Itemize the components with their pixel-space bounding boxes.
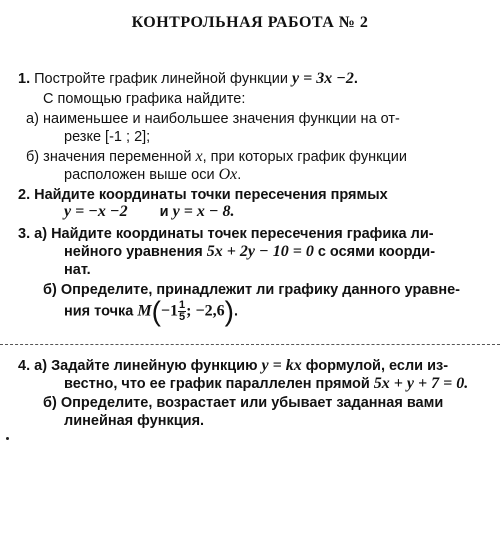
task2-line1 [18, 186, 388, 204]
task1-text: Постройте график линейной функции [34, 71, 288, 87]
task3-frac-den: 5 [179, 311, 186, 323]
task3-a-eq: 5x + 2y − 10 = 0 [206, 243, 314, 260]
task4-a-label: а) [34, 358, 48, 374]
task4-a-line2 [64, 375, 468, 393]
task3-b-text2: ния точка [64, 303, 134, 320]
task4-a [18, 357, 498, 375]
task2-eq2: y = x − 8. [172, 203, 235, 220]
task2-text: Найдите координаты точки пересечения прямых [34, 187, 388, 203]
task4-b-label: б) [43, 395, 57, 411]
task4-a-eq: 5x + y + 7 = 0. [373, 375, 469, 392]
task3-a-text1: Найдите координаты точек пересечения графика ли- [51, 226, 434, 242]
task4-a-formula: y = kx [261, 357, 302, 374]
task3-b-label: б) [43, 282, 57, 298]
task3-fraction [178, 300, 186, 323]
margin-dot [6, 437, 9, 440]
task4-a-text1a: Задайте линейную функцию [51, 358, 258, 374]
task1-b-axis: Ox [218, 166, 238, 183]
task3-rest: ; −2,6 [186, 302, 225, 320]
task3-frac-num: 1 [179, 299, 186, 311]
task4-number: 4. [18, 358, 31, 374]
task1-b-text2a: расположен выше оси [64, 167, 215, 183]
task2-number: 2. [18, 187, 31, 203]
task1-a-text1: наименьшее и наибольшее значения функции на от- [42, 111, 400, 127]
task3-a-text2b: с осями коорди- [317, 244, 436, 260]
task2-conj: и [159, 204, 169, 220]
page-title: КОНТРОЛЬНАЯ РАБОТА № 2 [131, 14, 369, 31]
task1-a-text2: резке [-1 ; 2]; [64, 129, 151, 145]
task4-b [43, 394, 443, 412]
task3-a-label: а) [34, 226, 48, 242]
task3-a-text2a: нейного уравнения [64, 244, 203, 260]
task1-number: 1. [18, 71, 31, 87]
section-divider [0, 344, 500, 345]
task1-b-var: x [195, 148, 203, 165]
task3-whole: −1 [160, 302, 179, 320]
task3-a [18, 225, 498, 243]
task1-formula: y = 3x −2 [291, 70, 354, 87]
task4-a-text1b: формулой, если из- [305, 358, 449, 374]
task4-b-text1: Определите, возрастает или убывает заданная вами [60, 395, 444, 411]
task1-a-label: а) [26, 111, 39, 127]
task1-b-line2 [64, 166, 241, 184]
task1-b-text1b: , при которых график функции [202, 149, 407, 165]
task3-a-line2 [64, 243, 435, 261]
task2-line2 [64, 203, 235, 221]
task1-b-text1a: значения переменной [43, 149, 192, 165]
task3-a-text3: нат. [64, 262, 91, 278]
task1-b-label: б) [26, 149, 40, 165]
task4-b-text2: линейная функция. [64, 413, 205, 429]
task3-b-text1: Определите, принадлежит ли графику данного уравне- [60, 282, 460, 298]
task1-a [26, 110, 496, 128]
task3-point-name: M [137, 302, 152, 320]
task3-b [43, 281, 460, 299]
task4-a-text2a: вестно, что ее график параллелен прямой [64, 376, 370, 392]
task1-line2: С помощью графика найдите: [43, 91, 246, 107]
task3-number: 3. [18, 226, 31, 242]
task1-b-text2b: . [237, 167, 242, 183]
task2-eq1: y = −x −2 [64, 203, 128, 220]
task3-b-line2: ния точка M(−1 $\frac{1}{5}$ ; −2,6). [64, 295, 238, 327]
task1-b [26, 148, 407, 166]
task3-end: . [233, 303, 238, 320]
task1-line1: 1. Постройте график линейной функции y = 3x −2. [18, 70, 358, 87]
